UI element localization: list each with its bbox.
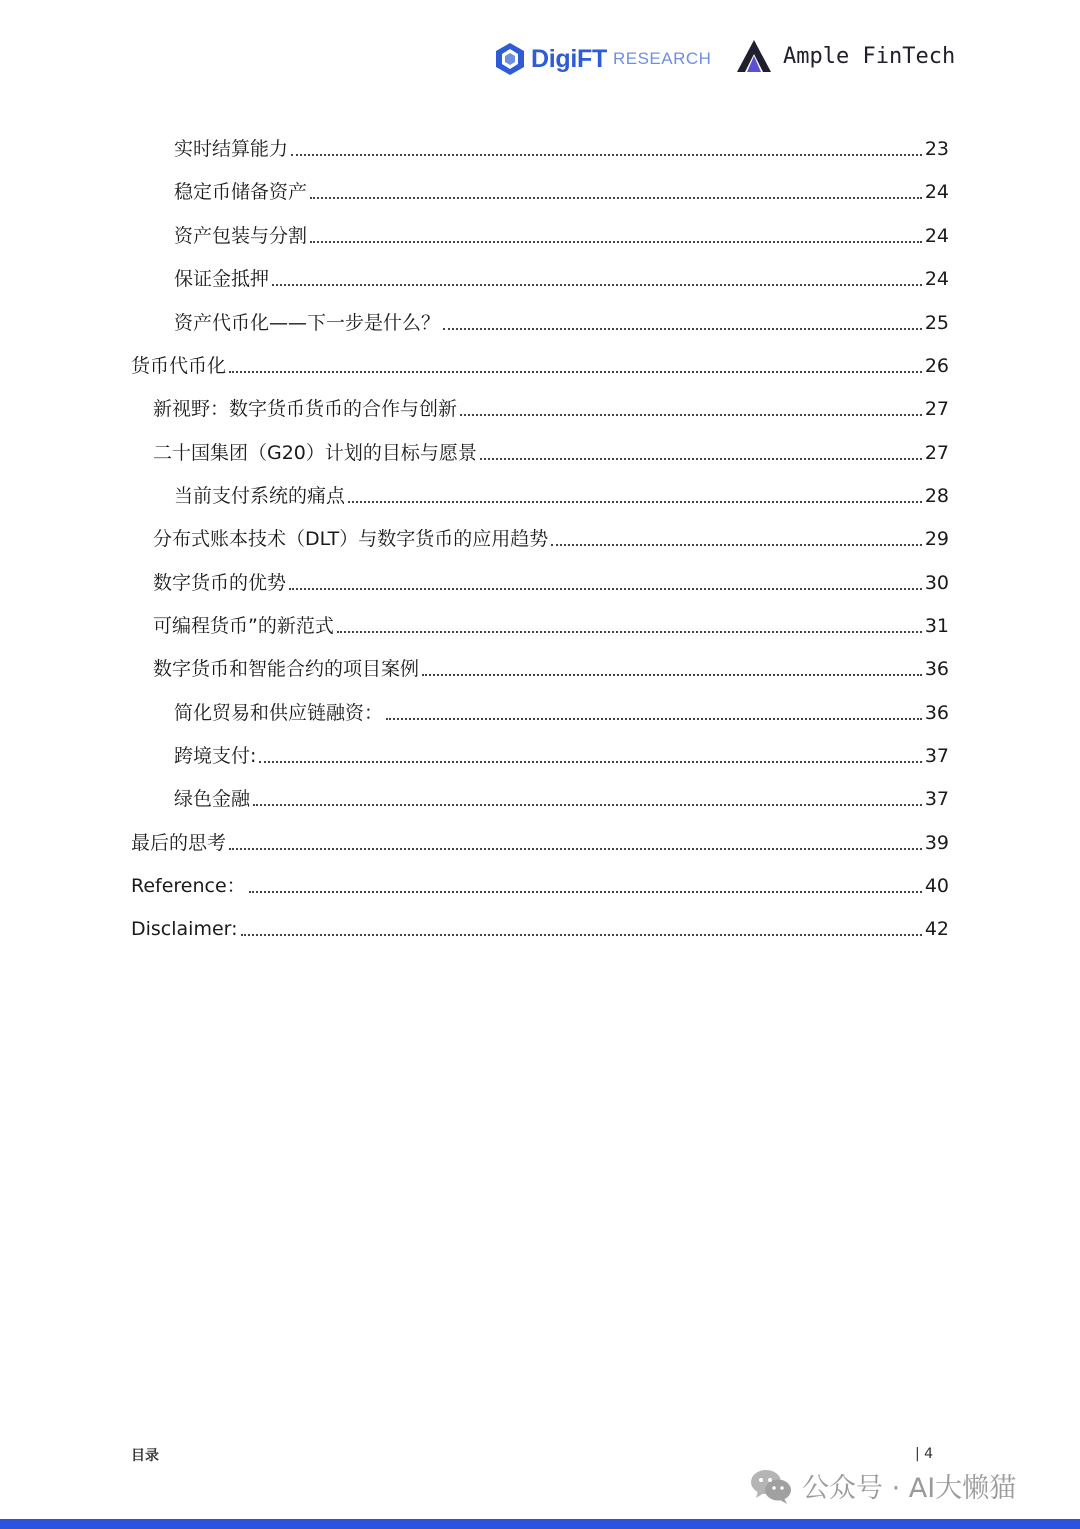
toc-leader-dots	[386, 718, 922, 720]
toc-entry-title: 简化贸易和供应链融资：	[174, 702, 384, 724]
toc-entry-page: 24	[924, 225, 949, 247]
page-header	[0, 36, 1080, 86]
toc-entry-page: 24	[924, 181, 949, 203]
toc-entry-title: 资产代币化——下一步是什么？	[174, 312, 441, 334]
toc-entry-page: 37	[924, 788, 949, 810]
toc-leader-dots	[249, 891, 922, 893]
toc-leader-dots	[229, 848, 922, 850]
toc-entry-page: 29	[924, 528, 949, 550]
toc-entry[interactable]	[153, 568, 949, 598]
toc-entry-page: 30	[924, 572, 949, 594]
toc-entry-page: 24	[924, 268, 949, 290]
toc-entry-page: 31	[924, 615, 949, 637]
toc-leader-dots	[291, 154, 922, 156]
toc-entry-title: 货币代币化	[131, 355, 227, 377]
toc-entry-page: 27	[924, 398, 949, 420]
wechat-watermark	[750, 1466, 1016, 1505]
digift-logo-icon	[494, 42, 526, 76]
toc-entry-title: 资产包装与分割	[174, 225, 308, 247]
toc-entry-page: 42	[924, 918, 949, 940]
watermark-text: 公众号 · AI大懒猫	[802, 1473, 1017, 1504]
bottom-accent-bar	[0, 1519, 1080, 1529]
toc-entry-page: 28	[924, 485, 949, 507]
toc-leader-dots	[310, 197, 922, 199]
toc-entry-title: 当前支付系统的痛点	[174, 485, 346, 507]
toc-entry-page: 37	[924, 745, 949, 767]
toc-entry-page: 39	[924, 832, 949, 854]
toc-leader-dots	[229, 371, 922, 373]
toc-leader-dots	[551, 544, 922, 546]
ample-fintech-logo	[735, 38, 955, 74]
toc-leader-dots	[289, 588, 922, 590]
toc-entry-title: Disclaimer:	[131, 918, 238, 940]
toc-entry[interactable]	[174, 177, 949, 207]
toc-entry[interactable]	[131, 351, 949, 381]
toc-entry[interactable]	[174, 698, 949, 728]
toc-entry-page: 36	[924, 658, 949, 680]
toc-entry-title: 数字货币的优势	[153, 572, 287, 594]
toc-leader-dots	[241, 934, 922, 936]
digift-research-label: RESEARCH	[612, 49, 712, 68]
footer-section-label: 目录	[131, 1448, 159, 1464]
toc-leader-dots	[443, 328, 922, 330]
toc-entry-title: 跨境支付:	[174, 745, 257, 767]
toc-entry[interactable]	[131, 914, 949, 944]
toc-entry-title: 保证金抵押	[174, 268, 270, 290]
toc-entry[interactable]	[174, 264, 949, 294]
toc-entry[interactable]	[131, 871, 949, 901]
toc-leader-dots	[460, 414, 922, 416]
toc-leader-dots	[422, 674, 922, 676]
toc-entry-page: 40	[924, 875, 949, 897]
toc-entry-title: 稳定币储备资产	[174, 181, 308, 203]
toc-entry[interactable]	[174, 134, 949, 164]
toc-leader-dots	[272, 284, 922, 286]
toc-entry[interactable]	[153, 438, 949, 468]
toc-entry-title: 分布式账本技术（DLT）与数字货币的应用趋势	[153, 528, 549, 550]
digift-name: DigiFT	[531, 44, 607, 73]
digift-logo	[494, 42, 711, 76]
footer-page-number: | 4	[915, 1446, 934, 1462]
toc-entry-title: 绿色金融	[174, 788, 251, 810]
toc-entry[interactable]	[153, 611, 949, 641]
toc-entry-title: 可编程货币”的新范式	[153, 615, 334, 637]
toc-entry[interactable]	[174, 481, 949, 511]
toc-entry[interactable]	[153, 524, 949, 554]
toc-entry-title: Reference：	[131, 875, 246, 897]
toc-leader-dots	[253, 804, 922, 806]
toc-entry-page: 26	[924, 355, 949, 377]
toc-entry[interactable]	[174, 308, 949, 338]
toc-entry[interactable]	[174, 741, 949, 771]
wechat-icon	[750, 1467, 792, 1505]
toc-entry-page: 36	[924, 702, 949, 724]
toc-entry-title: 数字货币和智能合约的项目案例	[153, 658, 420, 680]
toc-leader-dots	[337, 631, 922, 633]
toc-entry-page: 23	[924, 138, 949, 160]
toc-leader-dots	[310, 241, 922, 243]
toc-entry[interactable]	[131, 828, 949, 858]
toc-leader-dots	[348, 501, 922, 503]
toc-entry-title: 实时结算能力	[174, 138, 289, 160]
toc-entry-page: 25	[924, 312, 949, 334]
toc-entry[interactable]	[174, 221, 949, 251]
ample-fintech-name: Ample FinTech	[783, 43, 956, 69]
toc-entry-page: 27	[924, 442, 949, 464]
toc-entry[interactable]	[153, 394, 949, 424]
toc-leader-dots	[259, 761, 921, 763]
ample-logo-icon	[735, 38, 773, 74]
toc-entry[interactable]	[153, 654, 949, 684]
toc-entry[interactable]	[174, 784, 949, 814]
toc-leader-dots	[480, 458, 922, 460]
toc-entry-title: 最后的思考	[131, 832, 227, 854]
toc-entry-title: 新视野：数字货币货币的合作与创新	[153, 398, 458, 420]
toc-entry-title: 二十国集团（G20）计划的目标与愿景	[153, 442, 477, 464]
